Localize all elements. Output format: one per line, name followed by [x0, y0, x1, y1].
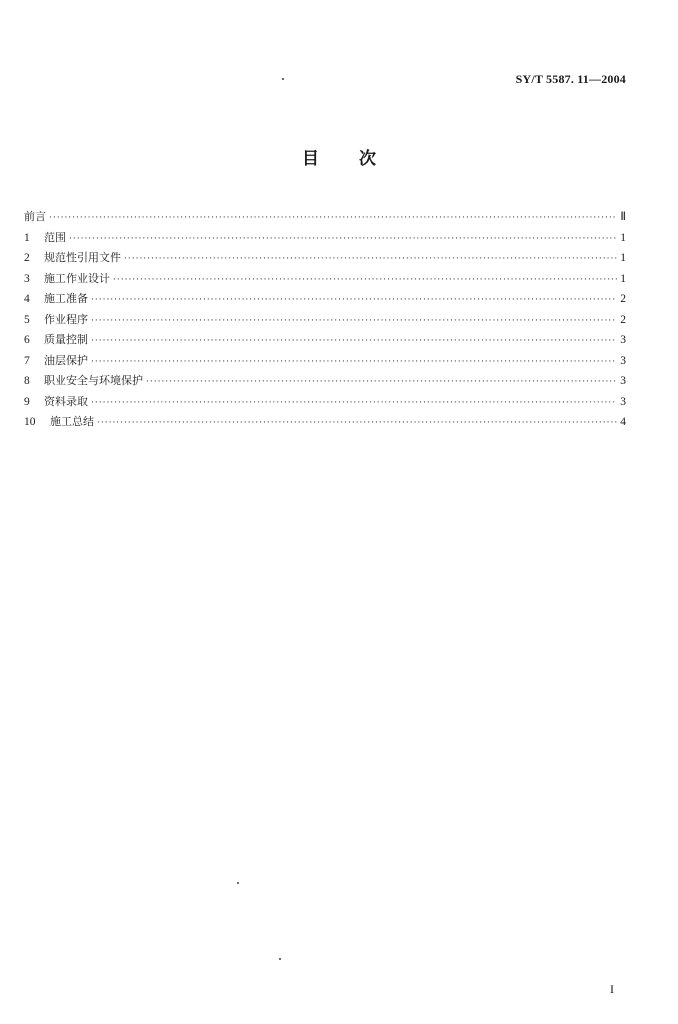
toc-entry-7[interactable]	[24, 351, 626, 372]
toc-entry-number: 1	[24, 231, 30, 244]
toc-entry-label: 资料录取	[44, 394, 88, 408]
leader-dots	[91, 393, 617, 414]
toc-entry-label: 质量控制	[44, 333, 88, 346]
leader-dots	[49, 208, 617, 229]
toc-entry-3[interactable]	[24, 269, 626, 290]
page-number: I	[610, 982, 614, 996]
toc-entry-2[interactable]	[24, 248, 626, 269]
standard-number: SY/T 5587. 11—2004	[515, 72, 626, 86]
toc-entry-page: 3	[620, 354, 626, 367]
toc-entry-label: 职业安全与环境保护	[44, 374, 143, 387]
toc-entry-number: 6	[24, 334, 30, 346]
leader-dots	[146, 372, 617, 393]
toc-entry-label: 作业程序	[44, 312, 88, 326]
scan-speck	[279, 958, 281, 960]
toc-entry-page: 3	[620, 334, 626, 346]
leader-dots	[91, 331, 617, 352]
scan-speck	[282, 78, 284, 80]
leader-dots	[113, 270, 617, 291]
leader-dots	[124, 249, 617, 270]
toc-entry-number: 8	[24, 375, 30, 387]
toc-entry-number: 10	[24, 416, 36, 428]
toc-entry-page: 2	[620, 293, 626, 305]
table-of-contents	[24, 207, 626, 433]
toc-entry-label: 施工准备	[44, 292, 88, 305]
toc-entry-number: 2	[24, 252, 30, 264]
leader-dots	[91, 352, 617, 373]
toc-entry-page: 1	[620, 252, 626, 264]
toc-entry-number: 4	[24, 293, 30, 305]
toc-entry-page: 3	[620, 395, 626, 408]
toc-entry-page: 4	[620, 416, 626, 428]
toc-entry-page: 1	[620, 231, 626, 244]
toc-entry-label: 施工总结	[50, 415, 94, 428]
toc-entry-number: 7	[24, 354, 30, 367]
toc-entry-page: 2	[620, 313, 626, 326]
toc-entry-label: 施工作业设计	[44, 271, 110, 285]
toc-entry-8[interactable]	[24, 371, 626, 392]
toc-entry-label: 前言	[24, 210, 46, 223]
toc-entry-6[interactable]	[24, 330, 626, 351]
toc-entry-4[interactable]	[24, 289, 626, 310]
toc-entry-foreword[interactable]	[24, 207, 626, 228]
leader-dots	[69, 229, 617, 250]
toc-entry-number: 9	[24, 395, 30, 408]
page-title-char-2: 次	[359, 149, 376, 169]
page-title	[0, 144, 678, 169]
leader-dots	[91, 290, 617, 311]
toc-entry-number: 3	[24, 272, 30, 285]
toc-entry-number: 5	[24, 313, 30, 326]
toc-entry-page: 3	[620, 375, 626, 387]
toc-entry-1[interactable]	[24, 228, 626, 249]
toc-entry-label: 油层保护	[44, 353, 88, 367]
toc-entry-page: Ⅱ	[620, 211, 626, 223]
leader-dots	[91, 311, 617, 332]
toc-entry-label: 规范性引用文件	[44, 251, 121, 264]
toc-entry-label: 范围	[44, 230, 66, 244]
leader-dots	[97, 413, 617, 434]
scan-speck	[237, 882, 239, 884]
toc-entry-5[interactable]	[24, 310, 626, 331]
toc-entry-10[interactable]	[24, 412, 626, 433]
page-title-char-1: 目	[302, 149, 319, 169]
toc-entry-page: 1	[620, 272, 626, 285]
toc-entry-9[interactable]	[24, 392, 626, 413]
